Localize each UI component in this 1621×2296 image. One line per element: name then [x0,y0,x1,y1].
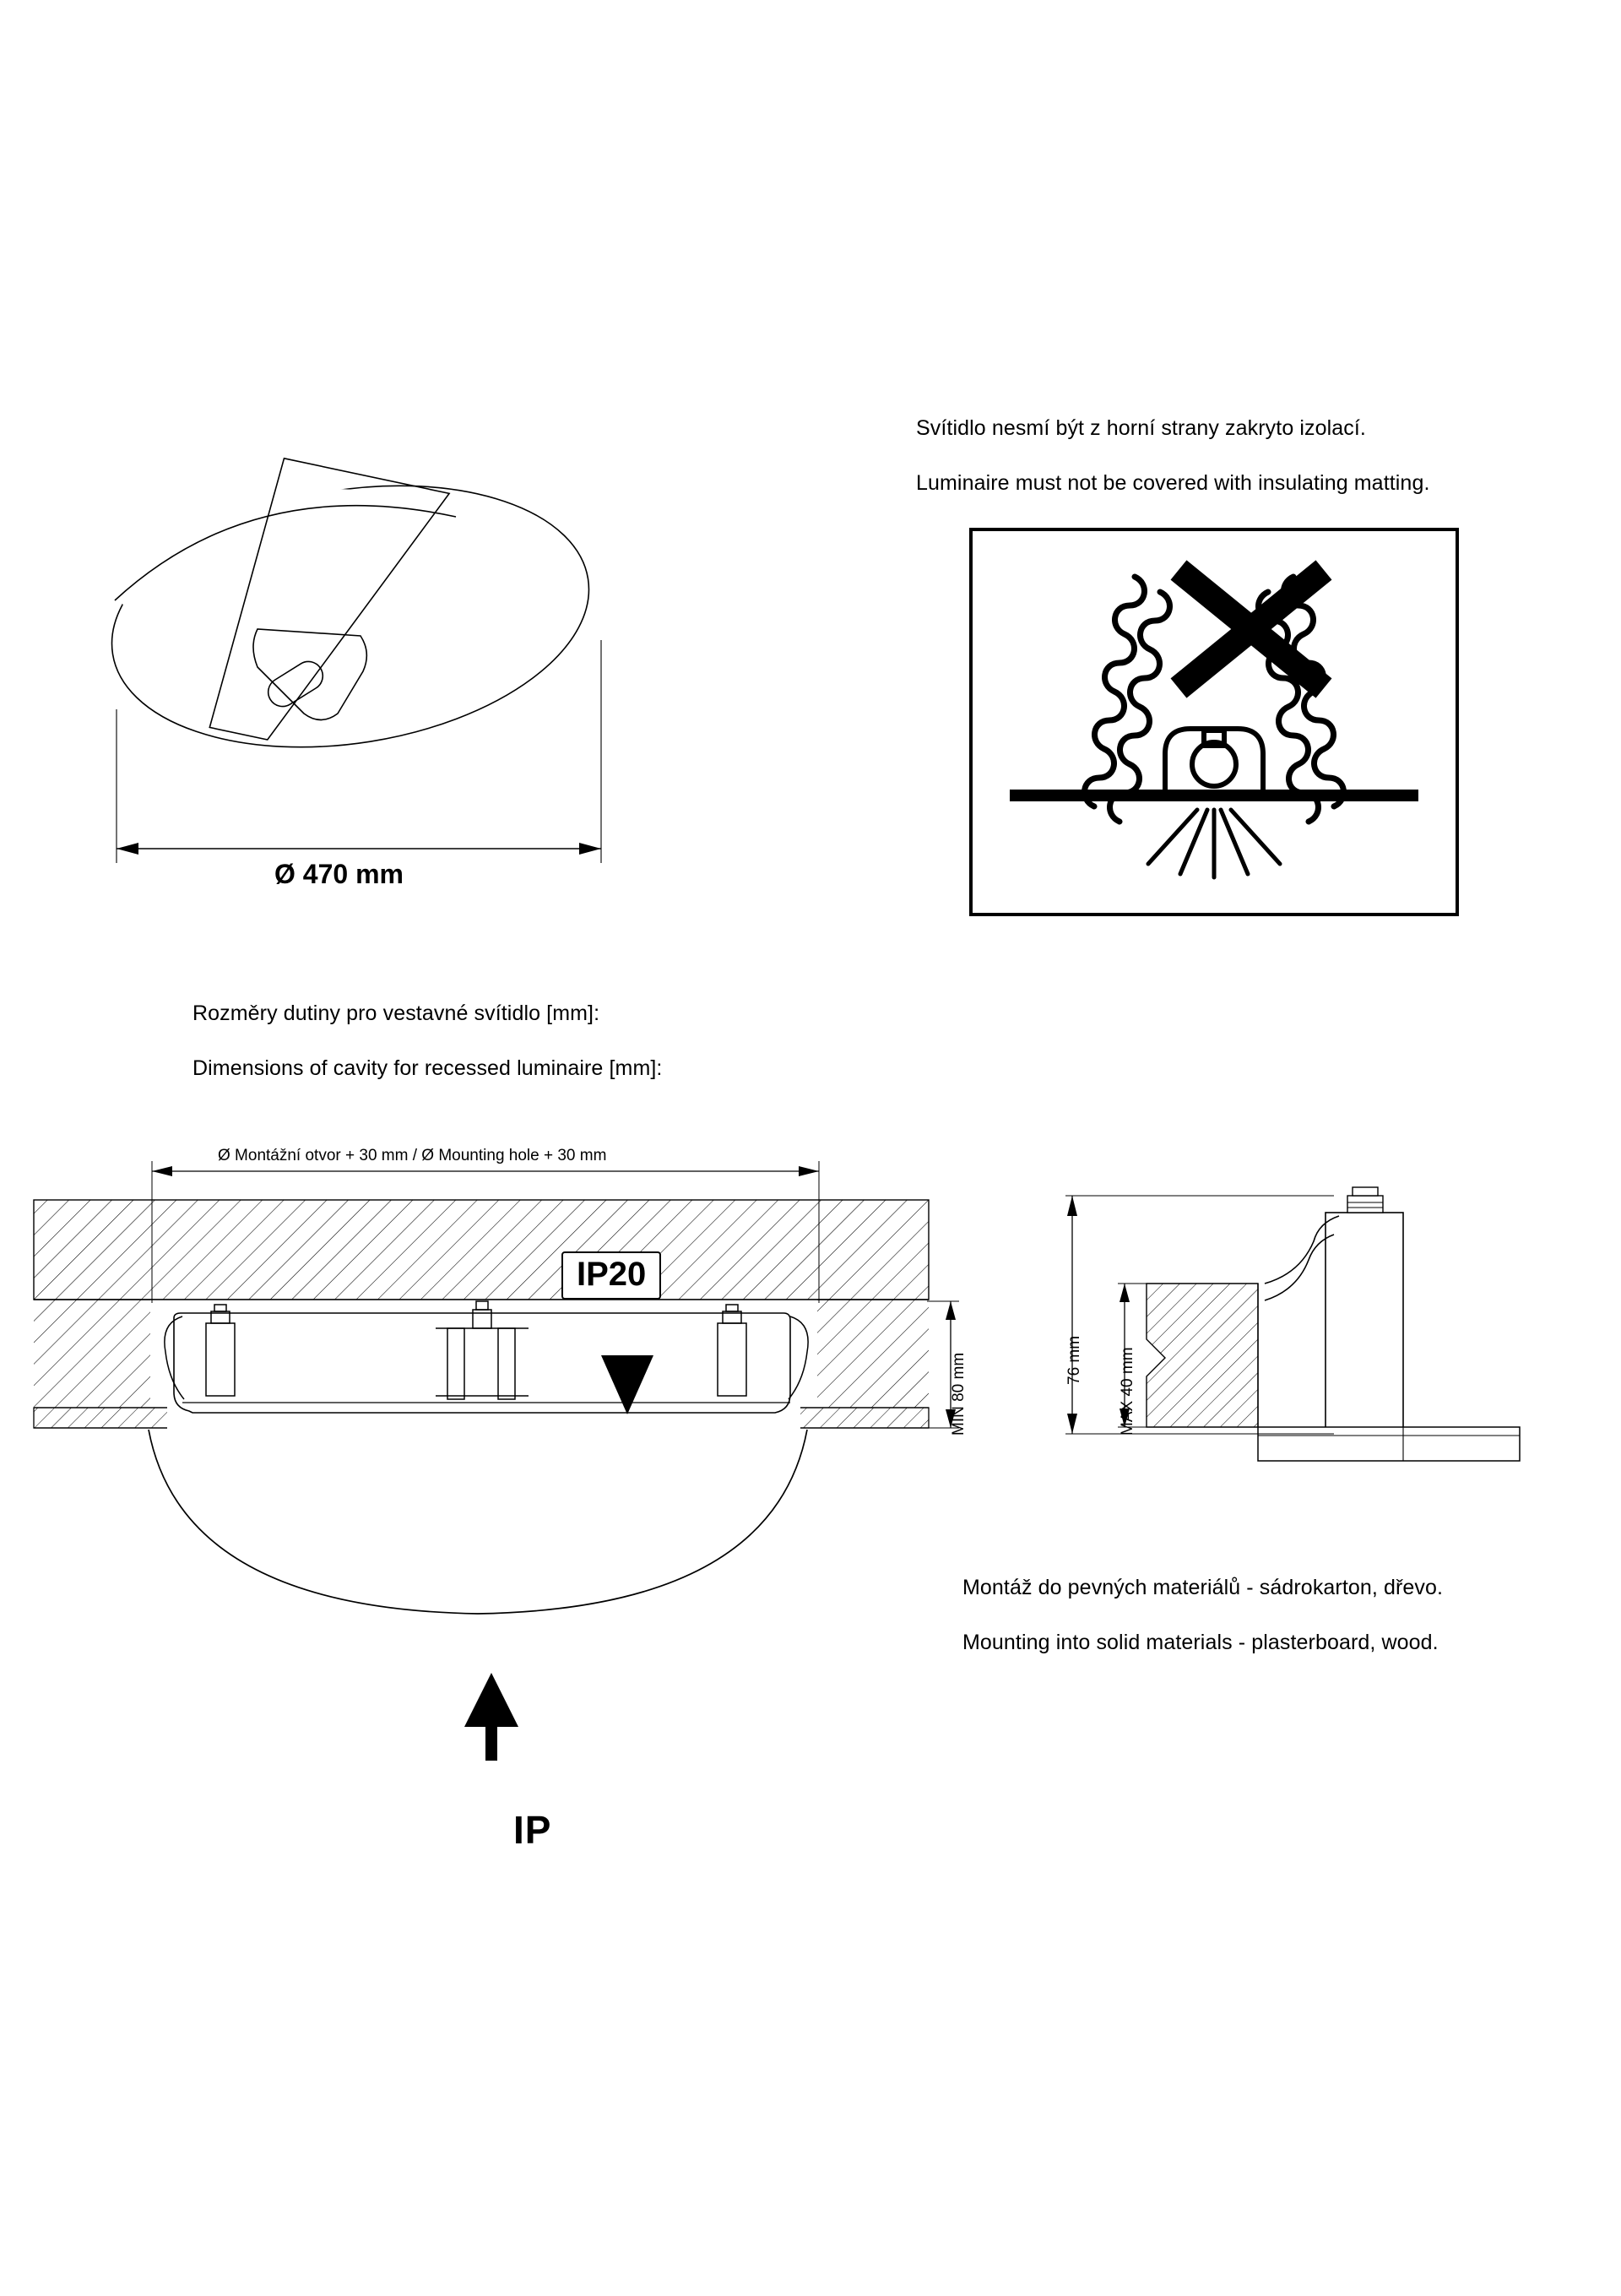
diameter-dimension-label: Ø 470 mm [274,859,404,889]
cavity-heading-czech: Rozměry dutiny pro vestavné svítidlo [mm]: [192,1001,600,1025]
cavity-heading-english: Dimensions of cavity for recessed luminaire [mm]: [192,1056,663,1080]
ip20-badge: IP20 [561,1251,661,1300]
mounting-hole-dimension-label: Ø Montážní otvor + 30 mm / Ø Mounting hole + 30 mm [218,1147,607,1164]
min-depth-label: MIN 80 mm [950,1352,968,1436]
mounting-caption-czech: Montáž do pevných materiálů - sádrokarton, dřevo. [962,1576,1444,1599]
note-line-english: Luminaire must not be covered with insulating matting. [916,471,1430,495]
detail-thickness-label: MAX 40 mm [1119,1347,1136,1436]
no-insulation-pictogram [969,528,1459,916]
detail-height-label: 76 mm [1065,1335,1083,1385]
luminaire-diameter-view [84,456,675,904]
note-line-czech: Svítidlo nesmí být z horní strany zakryto izolací. [916,416,1366,440]
cavity-section-drawing [25,1136,988,1811]
mounting-caption-english: Mounting into solid materials - plasterboard, wood. [962,1631,1439,1654]
ip-arrow-label: IP [513,1808,552,1852]
